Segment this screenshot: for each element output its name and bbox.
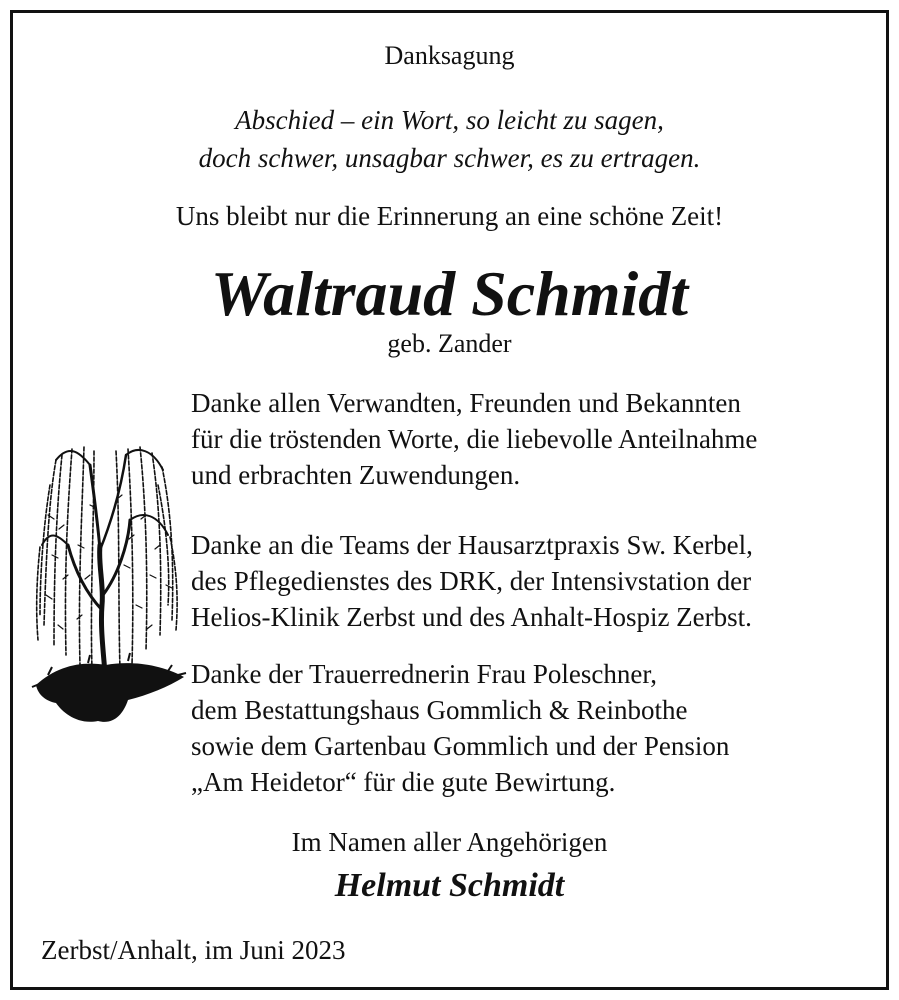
thanks-line: und erbrachten Zuwendungen. xyxy=(191,460,521,490)
thanks-paragraph xyxy=(191,656,729,800)
thanks-line: sowie dem Gartenbau Gommlich und der Pension xyxy=(191,731,730,761)
thanks-line: Helios-Klinik Zerbst und des Anhalt-Hospiz Zerbst. xyxy=(191,602,752,632)
poem-line: doch schwer, unsagbar schwer, es zu ertragen. xyxy=(198,143,701,173)
thanks-line: „Am Heidetor“ für die gute Bewirtung. xyxy=(191,767,616,797)
thanks-line: dem Bestattungshaus Gommlich & Reinbothe xyxy=(191,695,688,725)
deceased-name: Waltraud Schmidt xyxy=(210,258,689,329)
thanks-line: für die tröstenden Worte, die liebevolle Anteilnahme xyxy=(191,424,758,454)
thanks-line: Danke der Trauerrednerin Frau Poleschner, xyxy=(191,659,658,689)
heading: Danksagung xyxy=(384,41,515,70)
poem xyxy=(13,101,886,177)
obituary-card xyxy=(10,10,889,990)
thanks-paragraph xyxy=(191,527,753,635)
on-behalf-line: Im Namen aller Angehörigen xyxy=(291,827,608,857)
birth-name: geb. Zander xyxy=(387,329,512,358)
thanks-line: Danke an die Teams der Hausarztpraxis Sw. Kerbel, xyxy=(191,530,753,560)
thanks-paragraph xyxy=(191,385,757,493)
poem-line: Abschied – ein Wort, so leicht zu sagen, xyxy=(235,105,664,135)
memory-line: Uns bleibt nur die Erinnerung an eine schöne Zeit! xyxy=(175,201,724,231)
place-date: Zerbst/Anhalt, im Juni 2023 xyxy=(41,935,346,965)
thanks-line: des Pflegedienstes des DRK, der Intensivstation der xyxy=(191,566,752,596)
weeping-willow-icon xyxy=(28,425,188,735)
signer-name: Helmut Schmidt xyxy=(334,867,565,904)
thanks-line: Danke allen Verwandten, Freunden und Bekannten xyxy=(191,388,741,418)
